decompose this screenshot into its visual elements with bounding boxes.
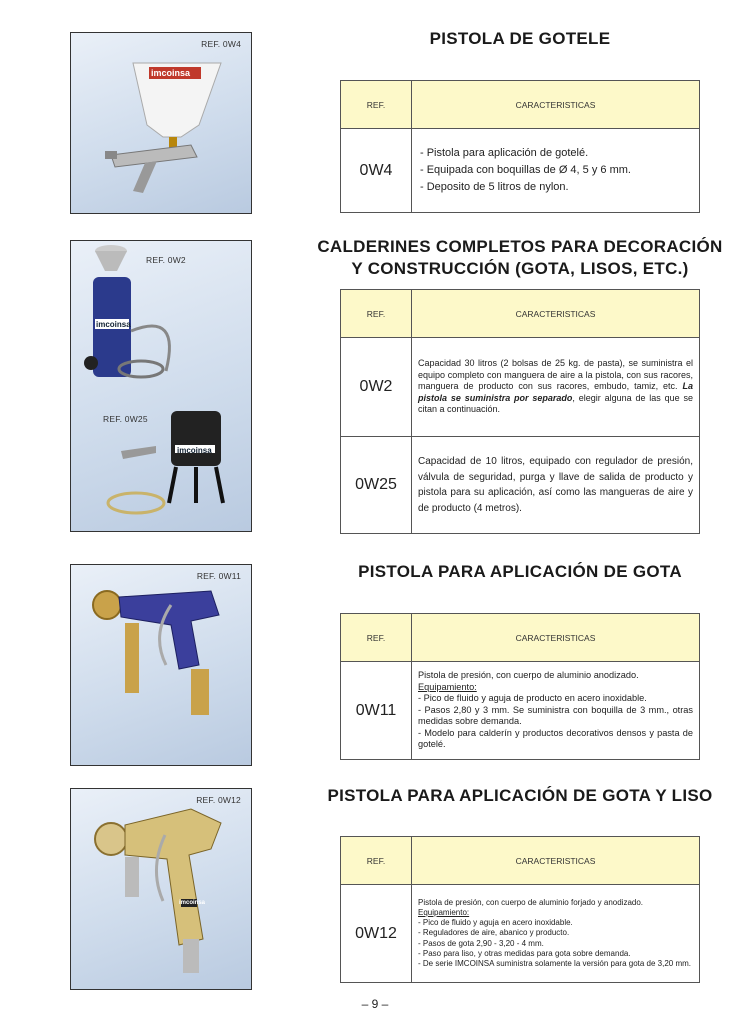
col-header-characteristics: CARACTERISTICAS [412, 290, 700, 338]
spec-table-0w2-0w25 [340, 289, 700, 534]
col-header-characteristics: CARACTERISTICAS [412, 837, 700, 885]
col-header-ref: REF. [341, 290, 412, 338]
col-header-characteristics: CARACTERISTICAS [412, 81, 700, 129]
char-line: - Modelo para calderín y productos decorativos densos y pasta de gotelé. [418, 727, 693, 750]
char-emphasis: La pistola se suministra por separado [418, 381, 693, 403]
brand-logo: imcoinsa [151, 68, 191, 78]
photo-ref-label: REF. 0W4 [201, 39, 241, 49]
char-equip-heading: Equipamiento: [418, 907, 470, 917]
photo-ref-label: REF. 0W12 [196, 795, 241, 805]
brand-logo: imcoinsa [177, 446, 212, 455]
char-line: - Paso para liso, y otras medidas para gota sobre demanda. [418, 948, 631, 958]
calderin-illustration [71, 241, 251, 531]
product-photo-0w4 [70, 32, 252, 214]
gotele-gun-illustration [71, 33, 251, 213]
char-intro: Pistola de presión, con cuerpo de aluminio anodizado. [418, 670, 639, 681]
char-line: - Pasos 2,80 y 3 mm. Se suministra con boquilla de 3 mm., otras medidas sobre demanda. [418, 704, 693, 727]
table-row [341, 437, 700, 534]
ref-code: 0W2 [341, 338, 412, 437]
product-photo-0w2-0w25 [70, 240, 252, 532]
spec-table-0w4 [340, 80, 700, 213]
spec-table-0w12 [340, 836, 700, 983]
col-header-characteristics: CARACTERISTICAS [412, 614, 700, 662]
photo-ref-label: REF. 0W2 [146, 255, 186, 265]
char-line: - De serie IMCOINSA suministra solamente la versión para gota de 3,20 mm. [418, 959, 691, 968]
ref-code: 0W4 [341, 129, 412, 213]
page-number: – 9 – [361, 997, 389, 1011]
section-title-calderines [300, 236, 740, 280]
char-text: , elegir alguna de las que se citan a continuación. [418, 392, 693, 415]
char-line: - Deposito de 5 litros de nylon. [420, 181, 569, 193]
brand-logo: imcoinsa [179, 900, 206, 906]
characteristics-cell [412, 662, 700, 760]
col-header-ref: REF. [341, 614, 412, 662]
product-photo-0w11 [70, 564, 252, 766]
section-title-gotele: PISTOLA DE GOTELE [429, 29, 611, 48]
section-title-gota: PISTOLA PARA APLICACIÓN DE GOTA [358, 562, 682, 581]
spray-gun-0w11-illustration [71, 565, 251, 765]
char-equip-heading: Equipamiento: [418, 681, 477, 692]
char-line: - Pasos de gota 2,90 - 3,20 - 4 mm. [418, 938, 544, 948]
characteristics-cell [412, 129, 700, 213]
product-photo-0w12 [70, 788, 252, 990]
ref-code: 0W25 [341, 437, 412, 534]
char-line: - Pico de fluido y aguja de producto en acero inoxidable. [418, 693, 647, 704]
char-line: - Pistola para aplicación de gotelé. [420, 147, 589, 159]
char-intro: Pistola de presión, con cuerpo de aluminio forjado y anodizado. [418, 897, 644, 907]
spec-table-0w11 [340, 613, 700, 760]
photo-ref-label: REF. 0W25 [103, 414, 148, 424]
section-title-gota-liso: PISTOLA PARA APLICACIÓN DE GOTA Y LISO [327, 786, 713, 805]
col-header-ref: REF. [341, 837, 412, 885]
spray-gun-0w12-illustration [71, 789, 251, 989]
title-line: Y CONSTRUCCIÓN (GOTA, LISOS, ETC.) [351, 259, 689, 278]
char-line: - Pico de fluido y aguja en acero inoxidable. [418, 918, 573, 928]
ref-code: 0W12 [341, 885, 412, 983]
characteristics-cell [412, 338, 700, 437]
characteristics-cell: Capacidad de 10 litros, equipado con regulador de presión, válvula de seguridad, purga y llave de salida de producto y pistola para su aplicación, así como las mangueras de aire y de producto (4 metros). [412, 437, 700, 534]
title-line: CALDERINES COMPLETOS PARA DECORACIÓN [317, 237, 723, 256]
characteristics-cell [412, 885, 700, 983]
brand-logo: imcoinsa [96, 320, 131, 329]
col-header-ref: REF. [341, 81, 412, 129]
char-text: Capacidad 30 litros (2 bolsas de 25 kg. de pasta), se suministra el equipo completo con manguera de aire a la pistola, con sus racores, manguera de producto con sus racores, embudo, tamiz, etc. [418, 358, 693, 392]
photo-ref-label: REF. 0W11 [196, 571, 241, 581]
table-row [341, 885, 700, 983]
table-row [341, 129, 700, 213]
char-line: - Reguladores de aire, abanico y producto. [418, 928, 570, 938]
table-row [341, 662, 700, 760]
char-line: - Equipada con boquillas de Ø 4, 5 y 6 mm. [420, 164, 631, 176]
ref-code: 0W11 [341, 662, 412, 760]
table-row [341, 338, 700, 437]
